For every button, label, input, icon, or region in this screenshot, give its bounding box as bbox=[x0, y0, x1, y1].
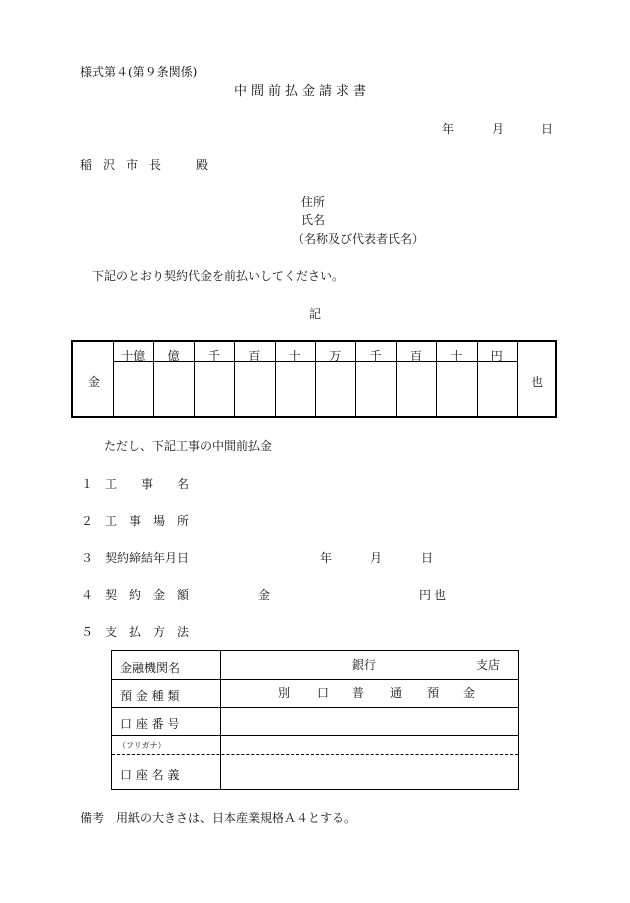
bank-name-label: 金融機関名 bbox=[120, 661, 181, 675]
deposit-option-3: 普 bbox=[352, 686, 365, 700]
furigana-label: （フリガナ） bbox=[118, 741, 166, 750]
amount-digit-label: 百 bbox=[409, 349, 422, 363]
ki-label: 記 bbox=[309, 307, 322, 321]
amount-digit-cell[interactable] bbox=[436, 362, 476, 416]
note-line: ただし、下記工事の中間前払金 bbox=[104, 439, 273, 453]
account-holder-label: 口 座 名 義 bbox=[120, 768, 180, 782]
bank-suffix: 銀行 bbox=[352, 658, 377, 672]
amount-digit-cell[interactable] bbox=[477, 362, 517, 416]
remarks: 備考 用紙の大きさは、日本産業規格Ａ４とする。 bbox=[80, 811, 357, 825]
item-4-number: ４ bbox=[81, 588, 94, 602]
amount-digit-label: 百 bbox=[248, 349, 261, 363]
amount-right-label: 也 bbox=[531, 375, 544, 389]
amount-table bbox=[71, 340, 557, 418]
amount-digit-label: 千 bbox=[369, 349, 382, 363]
name-label: 氏名 bbox=[301, 213, 326, 227]
amount-digit-label: 万 bbox=[329, 349, 342, 363]
contract-amount-yen: 円也 bbox=[419, 588, 450, 602]
account-number-label: 口 座 番 号 bbox=[120, 717, 180, 731]
amount-digit-label: 十億 bbox=[121, 349, 146, 363]
addressee: 稲沢市長 bbox=[80, 158, 173, 172]
form-number: 様式第４(第９条関係) bbox=[80, 65, 198, 79]
amount-digit-cell[interactable] bbox=[315, 362, 355, 416]
page-title: 中間前払金請求書 bbox=[234, 84, 371, 99]
item-1-label: 工 事 名 bbox=[105, 477, 190, 491]
item-5-number: ５ bbox=[81, 625, 94, 639]
amount-left-label: 金 bbox=[88, 375, 101, 389]
deposit-option-6: 金 bbox=[463, 686, 476, 700]
amount-digit-cell[interactable] bbox=[275, 362, 315, 416]
item-1-number: １ bbox=[81, 477, 94, 491]
amount-digit-label: 十 bbox=[288, 349, 301, 363]
item-3-number: ３ bbox=[81, 551, 94, 565]
deposit-option-2: 口 bbox=[317, 686, 330, 700]
amount-digit-cell[interactable] bbox=[153, 362, 193, 416]
item-4-label: 契 約 金 額 bbox=[105, 588, 190, 602]
honorific: 殿 bbox=[196, 158, 209, 172]
item-3-label: 契約締結年月日 bbox=[105, 551, 190, 565]
amount-digit-cell[interactable] bbox=[113, 362, 153, 416]
contract-year: 年 bbox=[320, 551, 333, 565]
request-text: 下記のとおり契約代金を前払いしてください。 bbox=[92, 269, 345, 283]
item-2-label: 工 事 場 所 bbox=[105, 514, 190, 528]
deposit-option-1: 別 bbox=[278, 686, 291, 700]
amount-digit-cell[interactable] bbox=[234, 362, 274, 416]
amount-digit-label: 十 bbox=[450, 349, 463, 363]
amount-digit-label: 千 bbox=[207, 349, 220, 363]
deposit-option-5: 預 bbox=[427, 686, 440, 700]
branch-suffix: 支店 bbox=[476, 658, 501, 672]
date-day: 日 bbox=[541, 122, 554, 136]
contract-amount-kin: 金 bbox=[258, 588, 271, 602]
deposit-type-label: 預 金 種 類 bbox=[120, 689, 180, 703]
date-month: 月 bbox=[492, 122, 505, 136]
item-5-label: 支 払 方 法 bbox=[105, 625, 190, 639]
amount-digit-label: 円 bbox=[490, 349, 503, 363]
contract-month: 月 bbox=[370, 551, 383, 565]
contract-day: 日 bbox=[421, 551, 434, 565]
amount-digit-cell[interactable] bbox=[194, 362, 234, 416]
deposit-option-4: 通 bbox=[390, 686, 403, 700]
address-label: 住所 bbox=[301, 195, 326, 209]
date-year: 年 bbox=[442, 122, 455, 136]
item-2-number: ２ bbox=[81, 514, 94, 528]
amount-digit-cell[interactable] bbox=[355, 362, 395, 416]
payment-table bbox=[111, 650, 519, 790]
amount-digit-cell[interactable] bbox=[396, 362, 436, 416]
amount-digit-label: 億 bbox=[167, 349, 180, 363]
name-note: （名称及び代表者氏名） bbox=[292, 232, 425, 246]
